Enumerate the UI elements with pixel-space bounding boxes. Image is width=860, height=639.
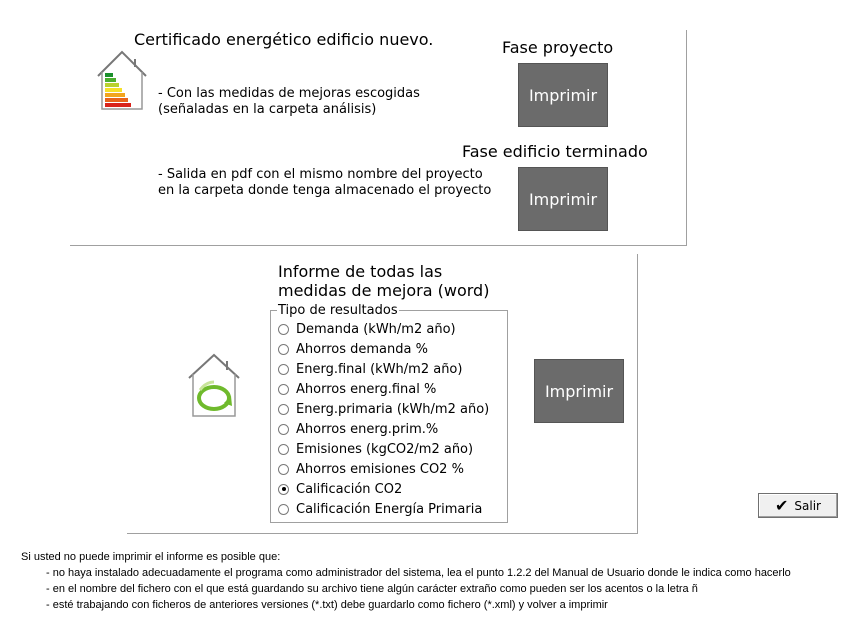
print-finished-button[interactable]: Imprimir: [518, 167, 608, 231]
result-option-label: Calificación CO2: [296, 481, 403, 497]
radio-button[interactable]: [278, 424, 289, 435]
radio-button[interactable]: [278, 344, 289, 355]
print-help-line-3: - esté trabajando con ficheros de anteriores versiones (*.txt) debe guardarlo como fichero (*.xml) y volver a imprimir: [46, 599, 608, 611]
radio-button[interactable]: [278, 364, 289, 375]
result-option[interactable]: [278, 359, 462, 379]
radio-button[interactable]: [278, 404, 289, 415]
result-option-label: Demanda (kWh/m2 año): [296, 321, 456, 337]
panel-1-border-bottom: [70, 245, 687, 246]
print-help-intro: Si usted no puede imprimir el informe es posible que:: [21, 551, 281, 563]
result-option[interactable]: [278, 399, 489, 419]
result-option-label: Energ.primaria (kWh/m2 año): [296, 401, 490, 417]
energy-bar: [105, 83, 119, 87]
energy-bar: [105, 103, 131, 107]
radio-button[interactable]: [278, 464, 289, 475]
exit-button[interactable]: [758, 493, 838, 518]
result-option-label: Ahorros demanda %: [296, 341, 428, 357]
result-option[interactable]: [278, 379, 436, 399]
phase-project-label: Fase proyecto: [502, 38, 614, 57]
result-option-label: Emisiones (kgCO2/m2 año): [296, 441, 474, 457]
certificate-title: Certificado energético edificio nuevo.: [134, 30, 434, 49]
bullet-pdf-output: - Salida en pdf con el mismo nombre del proyecto en la carpeta donde tenga almacenado el proyecto: [158, 167, 492, 198]
print-help-line-1: - no haya instalado adecuadamente el programa como administrador del sistema, lea el punto 1.2.2 del Manual de Usuario donde le indica como hacerlo: [46, 567, 791, 579]
energy-bar: [105, 93, 125, 97]
bullet-improvements: - Con las medidas de mejoras escogidas (señaladas en la carpeta análisis): [158, 86, 420, 117]
print-help-line-2: - en el nombre del fichero con el que está guardando su archivo tiene algún carácter extraño como pueden ser los acentos o la letra ñ: [46, 583, 698, 595]
recycle-house-icon: [186, 352, 242, 418]
result-option-label: Ahorros energ.final %: [296, 381, 437, 397]
energy-bar: [105, 73, 113, 77]
radio-button[interactable]: [278, 504, 289, 515]
result-option[interactable]: [278, 319, 456, 339]
result-option-label: Ahorros emisiones CO2 %: [296, 461, 464, 477]
radio-button[interactable]: [278, 324, 289, 335]
phase-finished-label: Fase edificio terminado: [462, 142, 648, 161]
result-option[interactable]: [278, 339, 428, 359]
result-option[interactable]: [278, 459, 464, 479]
result-option[interactable]: [278, 499, 482, 519]
panel-2-border-bottom: [127, 533, 638, 534]
word-report-title: Informe de todas las medidas de mejora (word): [278, 262, 490, 300]
radio-button[interactable]: [278, 444, 289, 455]
energy-bar: [105, 78, 116, 82]
energy-bar: [105, 98, 128, 102]
checkmark-icon: ✔: [775, 496, 789, 515]
result-option[interactable]: [278, 419, 438, 439]
print-project-button[interactable]: Imprimir: [518, 63, 608, 127]
panel-2-border-right: [637, 254, 638, 534]
energy-label-house-icon: [94, 46, 150, 112]
result-option-label: Energ.final (kWh/m2 año): [296, 361, 463, 377]
print-word-button[interactable]: Imprimir: [534, 359, 624, 423]
result-option-label: Ahorros energ.prim.%: [296, 421, 439, 437]
panel-1-border-right: [686, 30, 687, 246]
results-type-legend: Tipo de resultados: [278, 303, 398, 318]
result-option[interactable]: [278, 479, 402, 499]
energy-bar: [105, 88, 122, 92]
result-option-label: Calificación Energía Primaria: [296, 501, 483, 517]
exit-button-label: Salir: [794, 498, 821, 513]
radio-button[interactable]: [278, 484, 289, 495]
result-option[interactable]: [278, 439, 473, 459]
radio-button[interactable]: [278, 384, 289, 395]
